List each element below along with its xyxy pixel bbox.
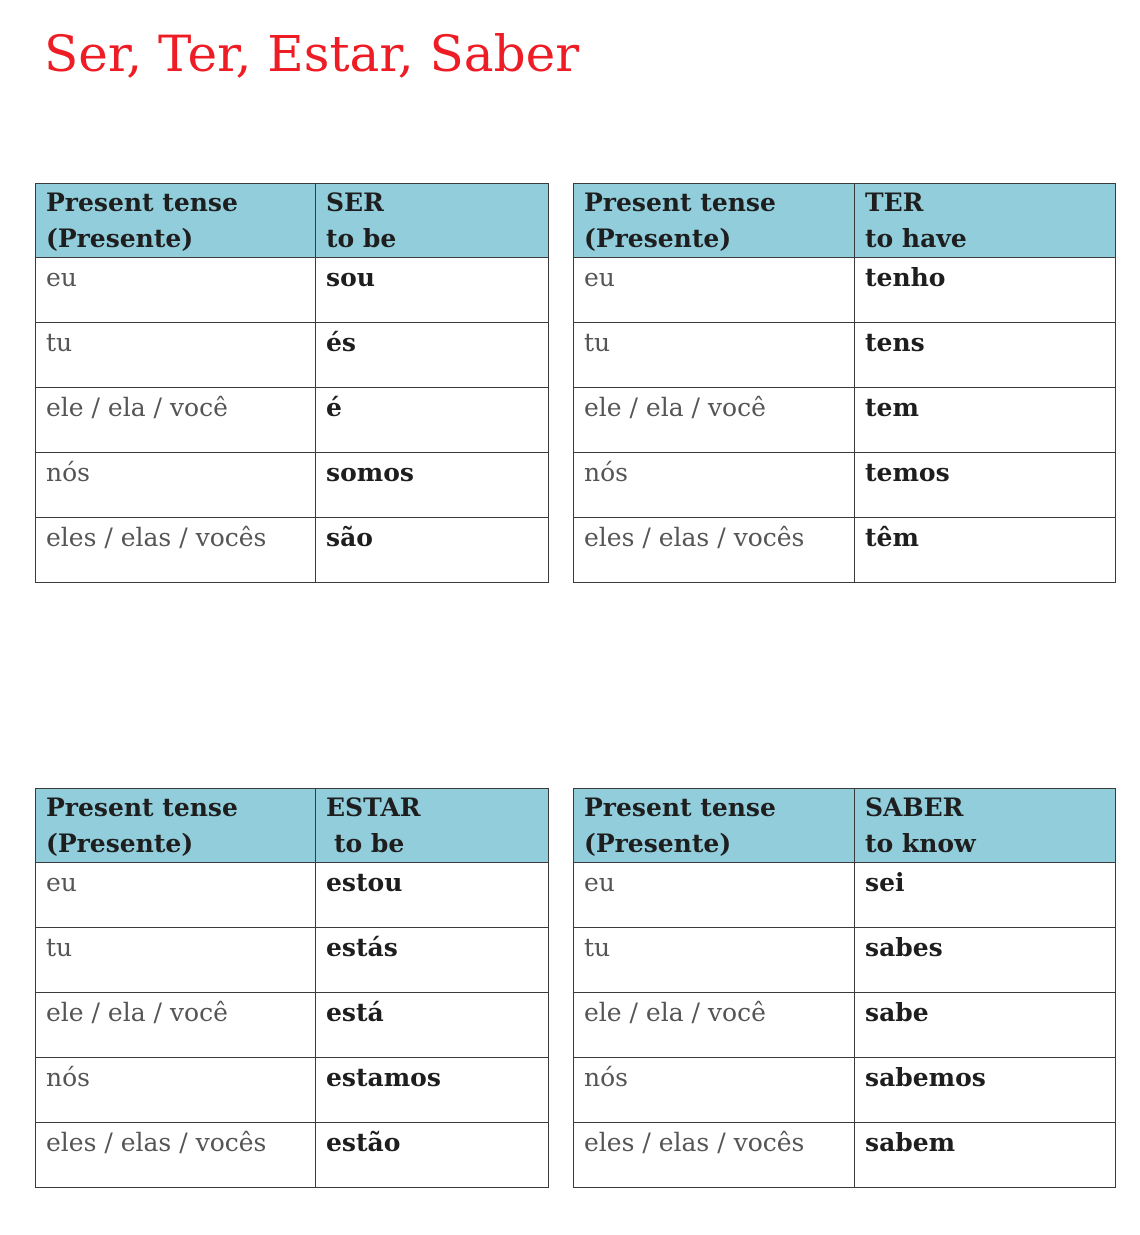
- pronoun-cell: tu: [574, 323, 855, 388]
- pronoun-cell: ele / ela / você: [36, 993, 316, 1058]
- verb-form-cell: tens: [855, 323, 1116, 388]
- pronoun-cell: tu: [574, 928, 855, 993]
- table-row: [574, 1123, 1116, 1188]
- verb-form-cell: és: [316, 323, 549, 388]
- pronoun-cell: ele / ela / você: [36, 388, 316, 453]
- table-row: [574, 258, 1116, 323]
- verb-meaning: to have: [865, 224, 967, 253]
- pronoun-cell: tu: [36, 928, 316, 993]
- verb-header: [855, 184, 1116, 258]
- table-header-row: [36, 184, 549, 258]
- verb-form-cell: são: [316, 518, 549, 583]
- verb-form-cell: sei: [855, 863, 1116, 928]
- verb-form-cell: é: [316, 388, 549, 453]
- verb-meaning: to be: [334, 829, 405, 858]
- table-row: [36, 388, 549, 453]
- tense-label-pt: (Presente): [584, 224, 732, 253]
- verb-header: [316, 184, 549, 258]
- page-title: Ser, Ter, Estar, Saber: [44, 25, 580, 83]
- verb-meaning: to know: [865, 829, 976, 858]
- table-row: [574, 1058, 1116, 1123]
- verb-form-cell: estou: [316, 863, 549, 928]
- pronoun-cell: eles / elas / vocês: [36, 518, 316, 583]
- verb-form-cell: sabemos: [855, 1058, 1116, 1123]
- verb-name: ESTAR: [326, 793, 421, 822]
- pronoun-cell: ele / ela / você: [574, 993, 855, 1058]
- verb-form-cell: tenho: [855, 258, 1116, 323]
- table-row: [36, 453, 549, 518]
- table-row: [36, 993, 549, 1058]
- table-row: [36, 323, 549, 388]
- verb-header: [855, 789, 1116, 863]
- verb-form-cell: sou: [316, 258, 549, 323]
- table-row: [574, 863, 1116, 928]
- pronoun-cell: eu: [36, 258, 316, 323]
- table-row: [36, 1123, 549, 1188]
- pronoun-cell: tu: [36, 323, 316, 388]
- pronoun-cell: eles / elas / vocês: [574, 1123, 855, 1188]
- pronoun-cell: nós: [36, 453, 316, 518]
- verb-name: TER: [865, 188, 924, 217]
- verb-name: SABER: [865, 793, 964, 822]
- tense-header: [36, 789, 316, 863]
- verb-form-cell: sabes: [855, 928, 1116, 993]
- pronoun-cell: ele / ela / você: [574, 388, 855, 453]
- tense-label: Present tense: [584, 188, 776, 217]
- table-row: [36, 863, 549, 928]
- table-row: [36, 928, 549, 993]
- tense-header: [574, 789, 855, 863]
- verb-meaning: to be: [326, 224, 397, 253]
- pronoun-cell: eles / elas / vocês: [36, 1123, 316, 1188]
- table-row: [574, 323, 1116, 388]
- table-row: [36, 258, 549, 323]
- verb-form-cell: estás: [316, 928, 549, 993]
- tense-label: Present tense: [584, 793, 776, 822]
- table-header-row: [574, 789, 1116, 863]
- tense-label-pt: (Presente): [46, 224, 194, 253]
- conjugation-table-saber: [573, 788, 1116, 1188]
- table-row: [574, 518, 1116, 583]
- pronoun-cell: eu: [36, 863, 316, 928]
- verb-form-cell: somos: [316, 453, 549, 518]
- verb-form-cell: estamos: [316, 1058, 549, 1123]
- verb-form-cell: sabem: [855, 1123, 1116, 1188]
- table-row: [36, 1058, 549, 1123]
- pronoun-cell: eu: [574, 863, 855, 928]
- tense-header: [574, 184, 855, 258]
- pronoun-cell: nós: [36, 1058, 316, 1123]
- tense-label: Present tense: [46, 188, 238, 217]
- table-row: [574, 993, 1116, 1058]
- verb-form-cell: está: [316, 993, 549, 1058]
- table-row: [574, 928, 1116, 993]
- table-row: [36, 518, 549, 583]
- pronoun-cell: eles / elas / vocês: [574, 518, 855, 583]
- pronoun-cell: eu: [574, 258, 855, 323]
- table-row: [574, 453, 1116, 518]
- conjugation-table-estar: [35, 788, 549, 1188]
- verb-form-cell: sabe: [855, 993, 1116, 1058]
- pronoun-cell: nós: [574, 453, 855, 518]
- tense-header: [36, 184, 316, 258]
- verb-form-cell: têm: [855, 518, 1116, 583]
- table-header-row: [574, 184, 1116, 258]
- conjugation-table-ser: [35, 183, 549, 583]
- verb-header: [316, 789, 549, 863]
- verb-name: SER: [326, 188, 384, 217]
- tense-label-pt: (Presente): [584, 829, 732, 858]
- verb-form-cell: temos: [855, 453, 1116, 518]
- verb-form-cell: estão: [316, 1123, 549, 1188]
- tense-label-pt: (Presente): [46, 829, 194, 858]
- tense-label: Present tense: [46, 793, 238, 822]
- verb-form-cell: tem: [855, 388, 1116, 453]
- pronoun-cell: nós: [574, 1058, 855, 1123]
- conjugation-table-ter: [573, 183, 1116, 583]
- table-header-row: [36, 789, 549, 863]
- table-row: [574, 388, 1116, 453]
